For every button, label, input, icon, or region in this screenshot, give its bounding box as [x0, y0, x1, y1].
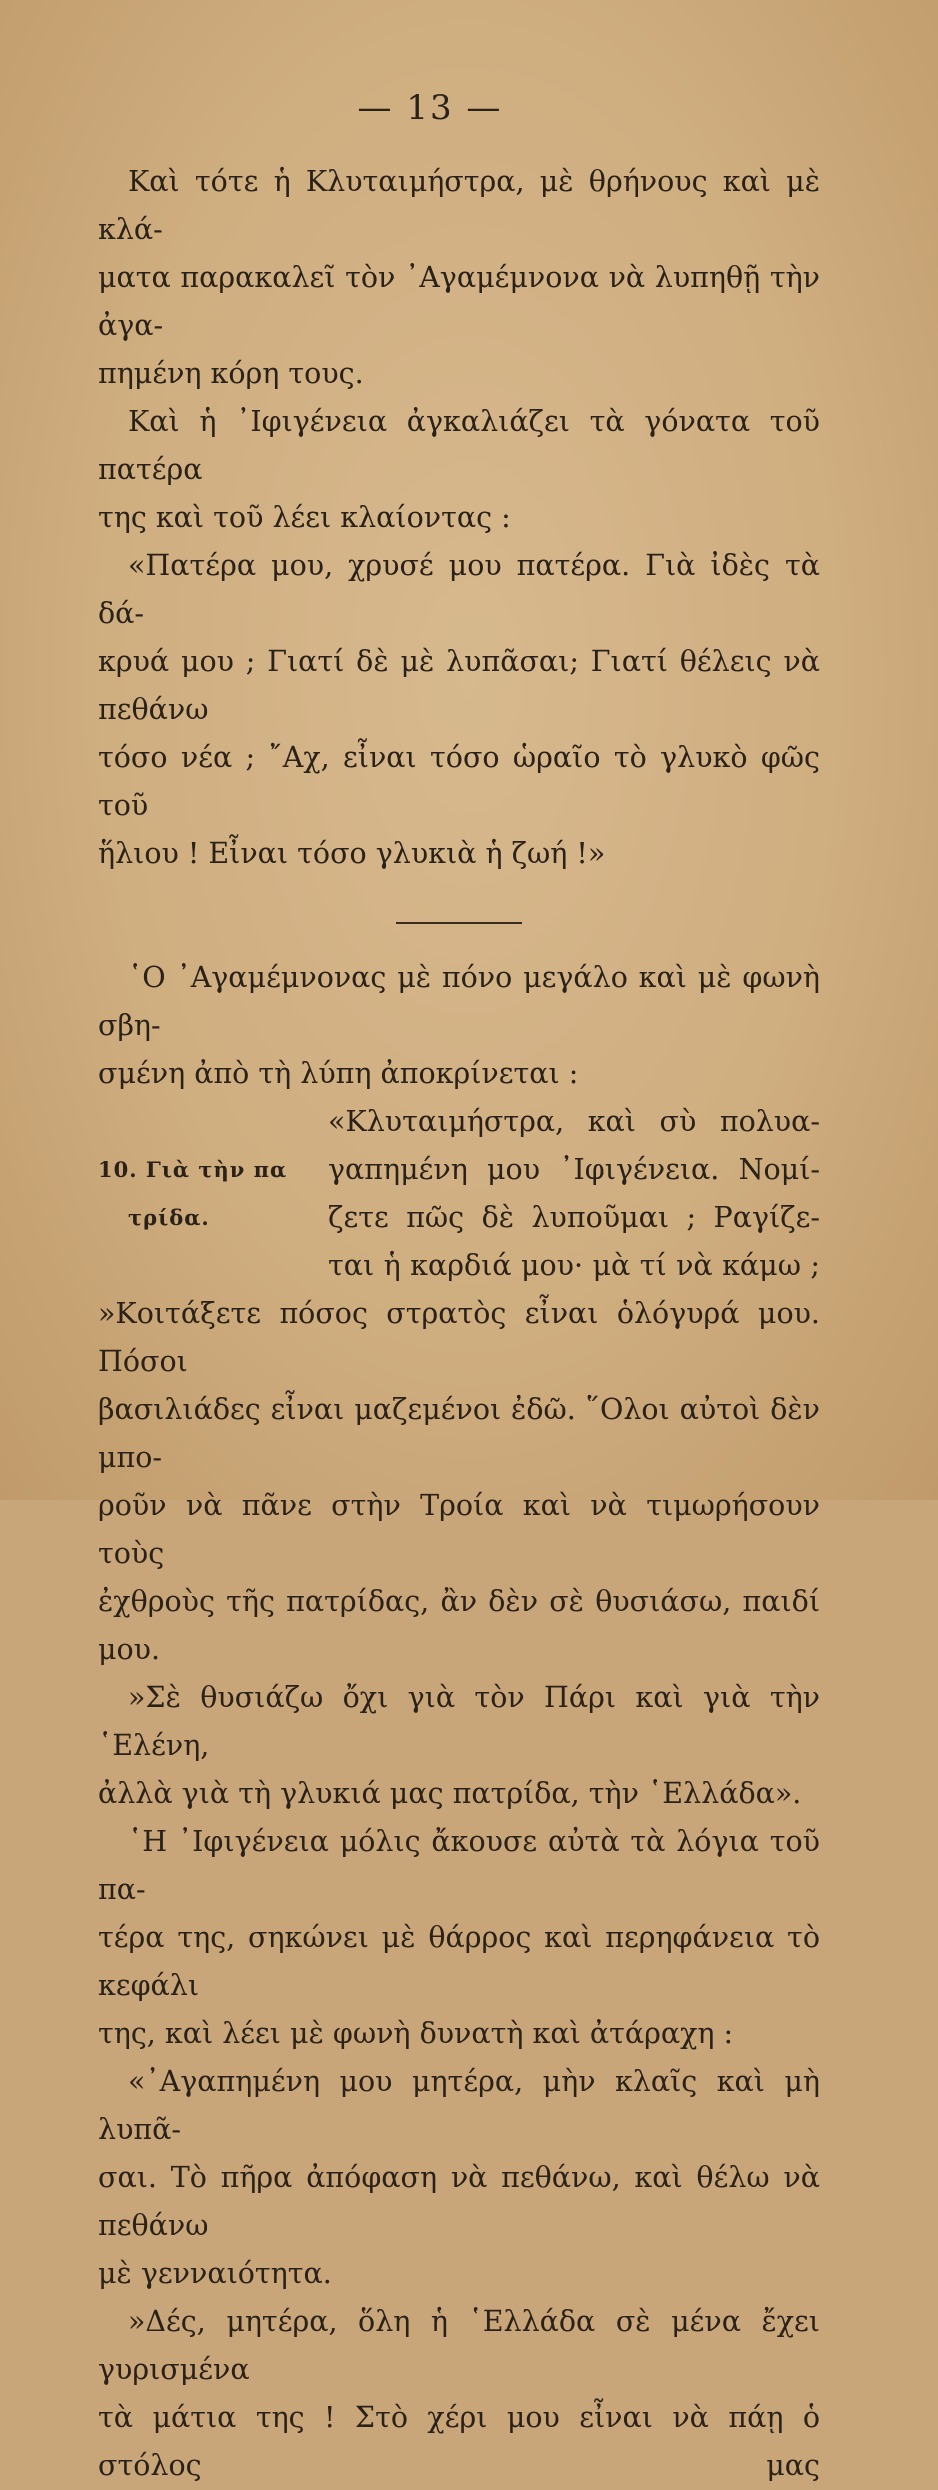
side-text — [328, 1098, 820, 1290]
text-line: «᾿Αγαπημένη μου μητέρα, μὴν κλαῖς καὶ μὴ λυπᾶ- — [98, 2065, 820, 2146]
text-line: ῾Ο ᾿Αγαμέμνονας μὲ πόνο μεγάλο καὶ μὲ φωνὴ σβη- — [98, 961, 820, 1042]
text-line: Καὶ ἡ ᾿Ιφιγένεια ἀγκαλιάζει τὰ γόνατα τοῦ πατέρα — [98, 405, 820, 486]
text-line: »Σὲ θυσιάζω ὄχι γιὰ τὸν Πάρι καὶ γιὰ τὴν ῾Ελένη, — [98, 1681, 820, 1762]
text-line: ῾Η ᾿Ιφιγένεια μόλις ἄκουσε αὐτὰ τὰ λόγια τοῦ πα- — [98, 1825, 820, 1906]
text-line: ται ἡ καρδιά μου· μὰ τί νὰ κάμω ; — [328, 1249, 820, 1282]
paragraph-block-a — [98, 158, 820, 878]
text-line: της, καὶ λέει μὲ φωνὴ δυνατὴ καὶ ἀτάραχη : — [98, 2017, 734, 2050]
paragraph-block-c — [98, 1290, 820, 2490]
text-line: ἀλλὰ γιὰ τὴ γλυκιά μας πατρίδα, τὴν ῾Ελλάδα». — [98, 1777, 802, 1810]
section-divider — [396, 922, 522, 924]
text-line: «Κλυταιμήστρα, καὶ σὺ πολυα- — [328, 1105, 820, 1138]
text-line: ζετε πῶς δὲ λυποῦμαι ; Ραγίζε- — [328, 1201, 820, 1234]
text-line: ἐχθροὺς τῆς πατρίδας, ἂν δὲν σὲ θυσιάσω, παιδί μου. — [98, 1585, 820, 1666]
page-number: — 13 — — [357, 88, 503, 128]
text-line: της καὶ τοῦ λέει κλαίοντας : — [98, 501, 511, 534]
text-line: ἥλιου ! Εἶναι τόσο γλυκιὰ ἡ ζωή !» — [98, 837, 606, 870]
margin-note-line: τρίδα. — [128, 1205, 210, 1230]
text-line: τὰ μάτια της ! Στὸ χέρι μου εἶναι νὰ πάῃ ὁ στόλος μας — [98, 2401, 820, 2482]
text-line: σαι. Τὸ πῆρα ἀπόφαση νὰ πεθάνω, καὶ θέλω νὰ πεθάνω — [98, 2161, 820, 2242]
text-line: Καὶ τότε ἡ Κλυταιμήστρα, μὲ θρήνους καὶ μὲ κλά- — [98, 165, 820, 246]
paragraph-block-b — [98, 954, 820, 1098]
text-line: ματα παρακαλεῖ τὸν ᾿Αγαμέμνονα νὰ λυπηθῇ τὴν ἀγα- — [98, 261, 820, 342]
margin-note-block — [98, 1098, 820, 1290]
margin-note — [98, 1098, 328, 1290]
text-line: σμένη ἀπὸ τὴ λύπη ἀποκρίνεται : — [98, 1057, 579, 1090]
text-line: »Δές, μητέρα, ὅλη ἡ ῾Ελλάδα σὲ μένα ἔχει γυρισμένα — [98, 2305, 820, 2386]
text-line: »Κοιτάξετε πόσος στρατὸς εἶναι ὁλόγυρά μου. Πόσοι — [98, 1297, 820, 1378]
text-line: γαπημένη μου ᾿Ιφιγένεια. Νομί- — [328, 1153, 820, 1186]
text-line: βασιλιάδες εἶναι μαζεμένοι ἐδῶ. ῞Ολοι αὐτοὶ δὲν μπο- — [98, 1393, 820, 1474]
text-line: πημένη κόρη τους. — [98, 357, 364, 390]
text-line: κρυά μου ; Γιατί δὲ μὲ λυπᾶσαι; Γιατί θέλεις νὰ πεθάνω — [98, 645, 820, 726]
margin-note-line: 10. Γιὰ τὴν πα — [98, 1157, 288, 1182]
text-line: τόσο νέα ; ῎Αχ, εἶναι τόσο ὡραῖο τὸ γλυκὸ φῶς τοῦ — [98, 741, 820, 822]
page-body — [98, 158, 820, 2490]
text-line: τέρα της, σηκώνει μὲ θάρρος καὶ περηφάνεια τὸ κεφάλι — [98, 1921, 820, 2002]
text-line: «Πατέρα μου, χρυσέ μου πατέρα. Γιὰ ἰδὲς τὰ δά- — [98, 549, 820, 630]
text-line: μὲ γενναιότητα. — [98, 2257, 332, 2290]
text-line: ροῦν νὰ πᾶνε στὴν Τροία καὶ νὰ τιμωρήσουν τοὺς — [98, 1489, 820, 1570]
